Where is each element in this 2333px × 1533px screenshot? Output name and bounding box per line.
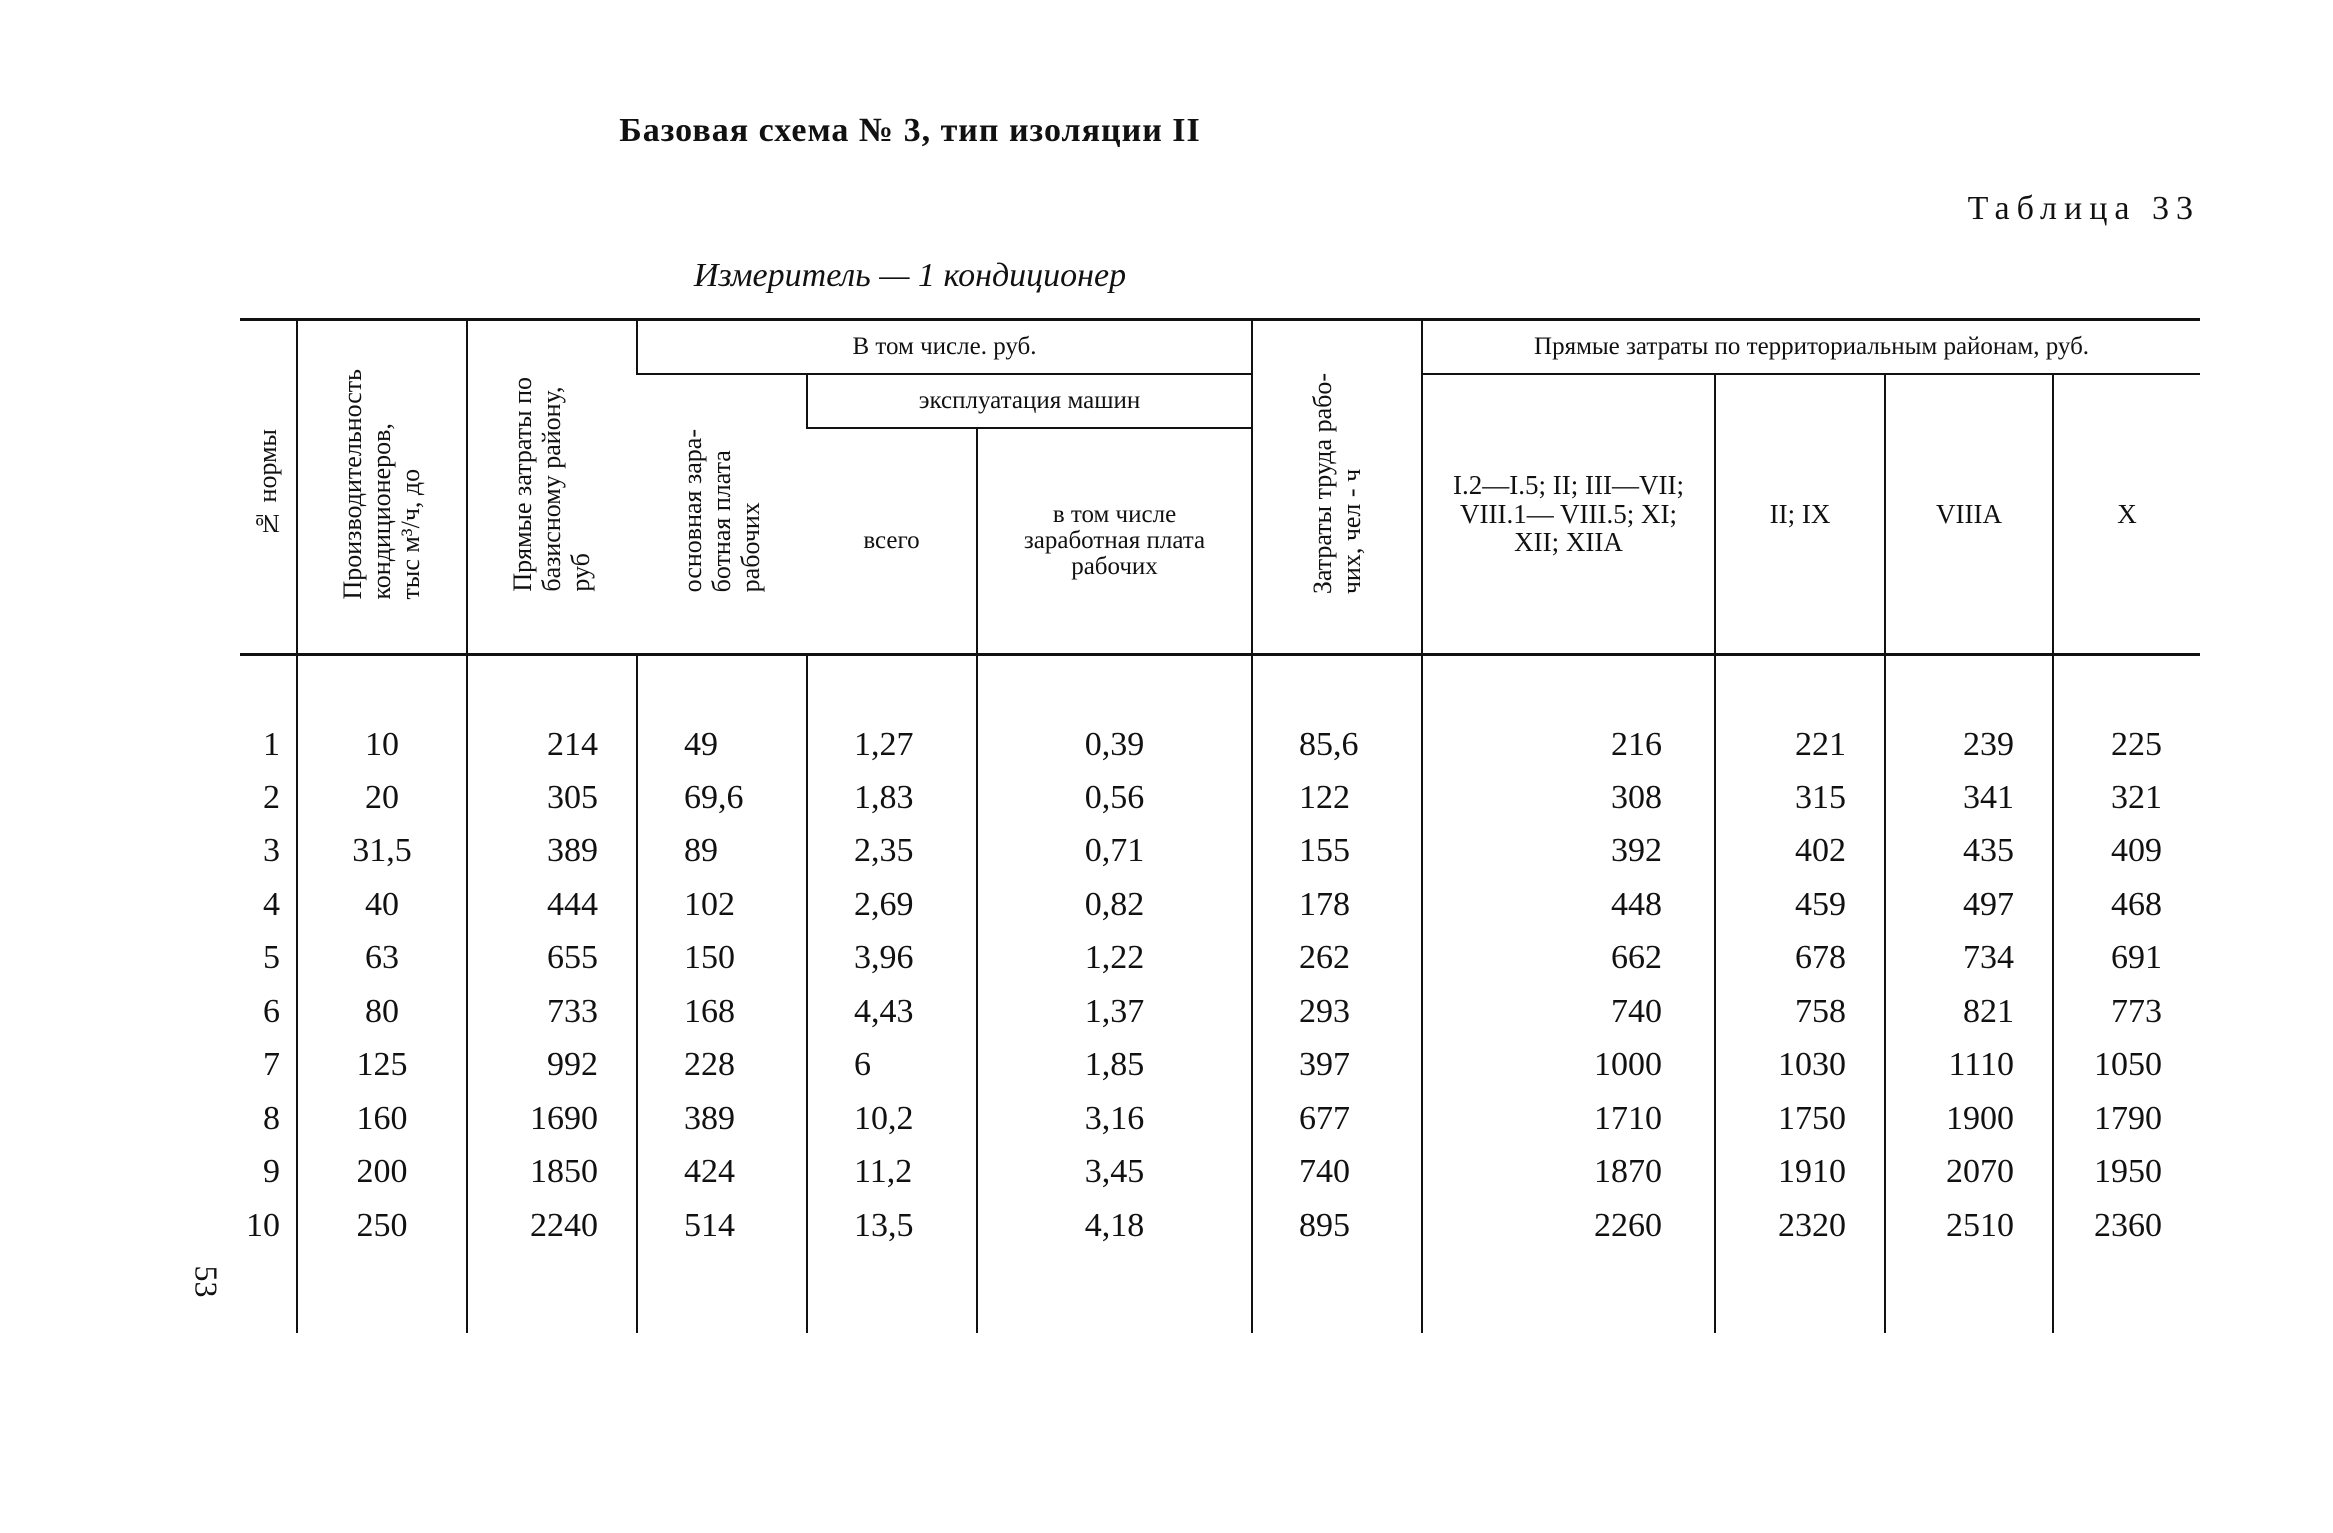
cell-direct-costs: 444 [467,878,637,932]
cell-direct-costs: 992 [467,1039,637,1093]
cell-labor: 293 [1252,985,1422,1039]
cell-wages: 150 [637,932,807,986]
cell-labor: 262 [1252,932,1422,986]
table-row [240,932,2200,986]
cell-labor: 122 [1252,771,1422,825]
cell-wages: 514 [637,1199,807,1253]
cell-capacity: 250 [297,1199,467,1253]
cell-machines-total: 2,35 [807,825,977,879]
machines-group-header: эксплуатация машин [807,374,1252,428]
cell-region-2: 1030 [1715,1039,1885,1093]
incl-group-header: В том числе. руб. [637,320,1252,375]
cell-wages: 102 [637,878,807,932]
cell-region-3: 734 [1885,932,2053,986]
cell-region-2: 402 [1715,825,1885,879]
cell-capacity: 63 [297,932,467,986]
col-region-3-header: VIIIA [1885,374,2053,655]
cell-region-3: 821 [1885,985,2053,1039]
col-region-4-header: X [2053,374,2200,655]
cell-machines-total: 1,27 [807,655,977,772]
cell-norm: 4 [263,885,280,923]
cell-machines-wages: 3,16 [977,1092,1252,1146]
cell-norm: 6 [263,992,280,1030]
cell-region-1: 216 [1422,655,1715,772]
cell-region-3: 341 [1885,771,2053,825]
cell-region-2: 1910 [1715,1146,1885,1200]
table-header [240,320,2200,655]
cell-wages: 89 [637,825,807,879]
cell-machines-wages: 1,85 [977,1039,1252,1093]
cell-machines-total: 2,69 [807,878,977,932]
cell-wages: 168 [637,985,807,1039]
cell-region-4: 321 [2053,771,2200,825]
cell-region-4: 1050 [2053,1039,2200,1093]
cell-norm: 5 [263,939,280,977]
cell-region-4: 409 [2053,825,2200,879]
col-region-1-header: I.2—I.5; II; III—VII; VIII.1— VIII.5; XI; XII; XIIA [1422,374,1715,655]
cell-region-4: 773 [2053,985,2200,1039]
cell-region-2: 459 [1715,878,1885,932]
cell-labor: 740 [1252,1146,1422,1200]
cell-labor: 155 [1252,825,1422,879]
cell-region-2: 758 [1715,985,1885,1039]
cell-region-1: 1870 [1422,1146,1715,1200]
cell-region-1: 740 [1422,985,1715,1039]
cell-norm: 7 [263,1046,280,1084]
table-row [240,771,2200,825]
cell-region-2: 678 [1715,932,1885,986]
cell-direct-costs: 655 [467,932,637,986]
table-row [240,655,2200,772]
cell-machines-wages: 0,71 [977,825,1252,879]
cell-region-1: 1710 [1422,1092,1715,1146]
table-row [240,825,2200,879]
cell-capacity: 160 [297,1092,467,1146]
cell-region-1: 392 [1422,825,1715,879]
table-row [240,1039,2200,1093]
cell-region-2: 2320 [1715,1199,1885,1253]
cell-direct-costs: 1850 [467,1146,637,1200]
cell-machines-total: 10,2 [807,1092,977,1146]
cell-machines-wages: 3,45 [977,1146,1252,1200]
cell-machines-wages: 0,39 [977,655,1252,772]
cell-region-4: 1950 [2053,1146,2200,1200]
col-capacity-header: Производительность кондиционеров, тыс м³/ч, до [297,320,467,655]
table-filler-row [240,1253,2200,1333]
cell-wages: 69,6 [637,771,807,825]
col-machines-total-header: всего [807,428,977,655]
cell-region-1: 662 [1422,932,1715,986]
cell-machines-wages: 0,56 [977,771,1252,825]
cell-machines-total: 6 [807,1039,977,1093]
cell-labor: 85,6 [1252,655,1422,772]
cell-norm: 3 [263,832,280,870]
cell-direct-costs: 389 [467,825,637,879]
cell-direct-costs: 214 [467,655,637,772]
cell-wages: 389 [637,1092,807,1146]
cell-capacity: 200 [297,1146,467,1200]
cell-capacity: 31,5 [297,825,467,879]
cell-direct-costs: 305 [467,771,637,825]
cell-region-2: 315 [1715,771,1885,825]
cell-machines-total: 3,96 [807,932,977,986]
cell-wages: 228 [637,1039,807,1093]
cell-region-3: 1900 [1885,1092,2053,1146]
cell-region-2: 1750 [1715,1092,1885,1146]
cell-capacity: 20 [297,771,467,825]
cost-table [240,318,2200,1333]
cell-region-3: 2070 [1885,1146,2053,1200]
table-row [240,1199,2200,1253]
cell-norm: 2 [263,778,280,816]
cell-region-1: 2260 [1422,1199,1715,1253]
cell-direct-costs: 1690 [467,1092,637,1146]
page-number: 53 [188,1265,225,1298]
cell-region-4: 468 [2053,878,2200,932]
table-body [240,655,2200,1333]
cell-region-1: 448 [1422,878,1715,932]
cell-norm: 10 [246,1206,280,1244]
cell-machines-wages: 4,18 [977,1199,1252,1253]
col-direct-costs-header: Прямые затраты по базисному району, руб [467,320,637,655]
table-number: Таблица 33 [1967,190,2200,227]
cell-machines-total: 1,83 [807,771,977,825]
measure-unit: Измеритель — 1 кондиционер [693,257,1127,294]
cell-capacity: 80 [297,985,467,1039]
table-row [240,878,2200,932]
cell-labor: 397 [1252,1039,1422,1093]
cell-wages: 424 [637,1146,807,1200]
cell-region-4: 1790 [2053,1092,2200,1146]
col-region-2-header: II; IX [1715,374,1885,655]
cell-region-3: 435 [1885,825,2053,879]
cell-region-4: 2360 [2053,1199,2200,1253]
cell-region-1: 1000 [1422,1039,1715,1093]
cell-machines-wages: 1,37 [977,985,1252,1039]
cell-direct-costs: 733 [467,985,637,1039]
cell-machines-total: 11,2 [807,1146,977,1200]
table-row [240,1092,2200,1146]
cell-norm: 9 [263,1153,280,1191]
regions-group-header: Прямые затраты по территориальным районам, руб. [1422,320,2200,375]
col-norm-header: № нормы [240,320,297,655]
cell-machines-wages: 1,22 [977,932,1252,986]
cell-labor: 677 [1252,1092,1422,1146]
col-labor-header: Затраты труда рабо- чих, чел - ч [1252,320,1422,655]
cell-region-3: 2510 [1885,1199,2053,1253]
cell-region-1: 308 [1422,771,1715,825]
cell-machines-wages: 0,82 [977,878,1252,932]
cell-region-4: 691 [2053,932,2200,986]
cell-region-3: 1110 [1885,1039,2053,1093]
cell-region-3: 239 [1885,655,2053,772]
cell-capacity: 125 [297,1039,467,1093]
cell-region-4: 225 [2053,655,2200,772]
table-row [240,985,2200,1039]
cell-machines-total: 13,5 [807,1199,977,1253]
cell-labor: 178 [1252,878,1422,932]
cell-labor: 895 [1252,1199,1422,1253]
cell-capacity: 40 [297,878,467,932]
cell-machines-total: 4,43 [807,985,977,1039]
col-machines-wages-header: в том числе заработная плата рабочих [977,428,1252,655]
cell-wages: 49 [637,655,807,772]
cell-region-2: 221 [1715,655,1885,772]
document-title: Базовая схема № 3, тип изоляции II [619,112,1201,149]
col-wages-header: основная зара- ботная плата рабочих [637,374,807,655]
cell-direct-costs: 2240 [467,1199,637,1253]
cell-capacity: 10 [297,655,467,772]
cell-norm: 1 [263,726,280,763]
cell-region-3: 497 [1885,878,2053,932]
cell-norm: 8 [263,1099,280,1137]
table-row [240,1146,2200,1200]
